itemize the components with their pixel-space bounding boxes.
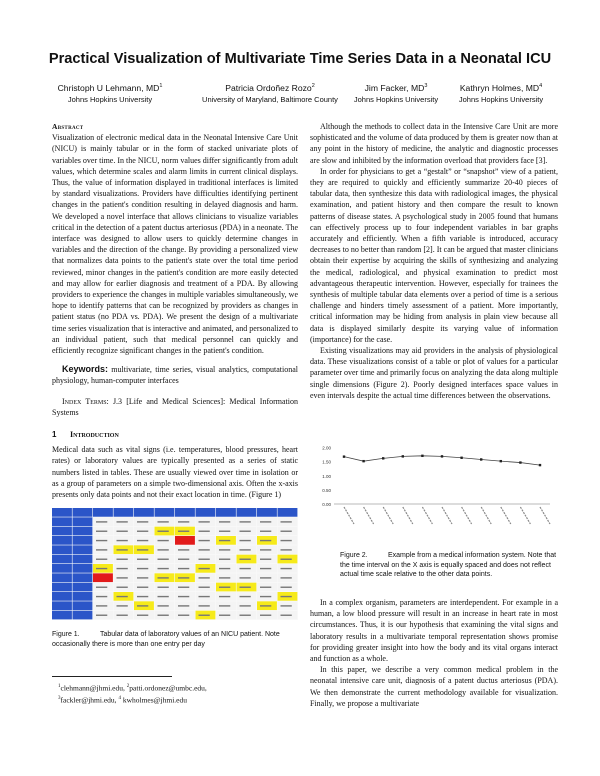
table-cell-text <box>96 549 107 550</box>
table-cell-text <box>117 531 128 532</box>
paper-title: Practical Visualization of Multivariate Time Series Data in a Neonatal ICU <box>48 51 552 67</box>
table-cell <box>114 508 134 517</box>
table-cell-text <box>117 615 128 616</box>
data-point <box>539 464 541 466</box>
table-cell-text <box>158 521 169 522</box>
table-cell <box>52 536 72 545</box>
table-cell-text <box>178 596 189 597</box>
y-tick-label: 0.50 <box>322 487 331 493</box>
table-cell <box>73 517 93 526</box>
abstract-heading: Abstract <box>52 122 84 131</box>
table-cell-text <box>158 596 169 597</box>
table-cell-text <box>199 577 210 578</box>
table-cell-text <box>281 521 292 522</box>
table-cell-text <box>178 587 189 588</box>
table-cell-text <box>260 577 271 578</box>
x-tick-label-mark <box>364 507 374 524</box>
table-cell <box>73 601 93 610</box>
x-tick-label-mark <box>442 507 452 524</box>
right-paragraph-3: Existing visualizations may aid providers in the analysis of physiological data. These visualizations consist of a table or plot of values for a particular parameter over time and primarily focus on analyzing the data along multiple single dimensions (Figure 2). Poorly designed interfaces space values in even intervals despite the actual time differences between the observations. <box>310 346 558 400</box>
table-cell-text <box>240 587 251 588</box>
table-cell-text <box>158 549 169 550</box>
table-cell <box>73 527 93 536</box>
keywords: Keywords: multivariate, time series, visual analytics, computational physiology, human-computer interfaces <box>52 364 298 386</box>
table-cell <box>73 545 93 554</box>
table-cell-text <box>199 521 210 522</box>
table-cell-text <box>117 577 128 578</box>
section-1-heading: 1 Introduction <box>52 430 119 440</box>
figure-2-caption: Figure 2. Example from a medical information system. Note that the time interval on the X axis is equally spaced and does not reflect actual time scale relative to the other data points. <box>340 552 557 579</box>
right-paragraph-4: In a complex organism, parameters are interdependent. For example in a human, a low blood pressure will result in an increase in heart rate in most circumstances. Thus, it is our hypothesis that examining the vital signs and laboratory results in a multivariate temporal representation shows promise for providing greater insight into how the body and its vital organs interact and function as a whole. <box>310 598 558 664</box>
table-cell-text <box>240 549 251 550</box>
table-cell-text <box>158 587 169 588</box>
table-cell-text <box>96 531 107 532</box>
y-tick-label: 0.00 <box>322 502 331 507</box>
y-tick-label: 1.00 <box>322 473 331 479</box>
table-cell <box>52 517 72 526</box>
table-cell-text <box>117 568 128 569</box>
table-cell-text <box>199 549 210 550</box>
table-cell <box>52 508 72 517</box>
data-point <box>421 455 423 457</box>
table-cell-text <box>137 549 148 550</box>
table-cell <box>52 583 72 592</box>
lab-table-graphic <box>52 508 298 620</box>
data-point <box>343 455 345 457</box>
table-cell <box>73 564 93 573</box>
table-cell <box>93 508 113 517</box>
author-1: Christoph U Lehmann, $MD^1$ Johns Hopkins University <box>57 82 163 104</box>
table-cell-text <box>137 615 148 616</box>
table-cell-text <box>219 549 230 550</box>
right-paragraph-2: In order for physicians to get a “gestalt” or “snapshot” view of a patient, they are required to quickly and efficiently summarize 20-40 pieces of tabular data, then synthesize this data with radiological images, the physical examination, and patient history and then compare the result to known patterns of disease states. A psychological study in 2005 found that humans can effectively process up to four independent variables in bar graphs accurately and efficiently. When a fifth variable is introduced, accuracy decreases to no better than random [2]. It can be argued that master clinicians obtain their expertise by acquiring the skills of synthesizing and analyzing the medical, radiological, and physical examination to predict most advantageous therapeutic intervention. However, especially for trainees the synthesis of multiple tabular data elements over a period of time is a serious challenge and hinders timely assessment of a patient. More importantly, critical information may be hiding from analysis in plain view because all data is displayed similarly despite its varying value of information (importance) for the case. <box>310 166 558 344</box>
right-paragraph-5: In this paper, we describe a very common medical problem in the neonatal intensive care unit, diagnosis of a patent ductus arteriosus (PDA). We then demonstrate the current methodology available for visualization. Finally, we propose a multivariate <box>310 665 558 708</box>
table-cell-text <box>137 531 148 532</box>
table-cell <box>278 508 298 517</box>
table-cell-text <box>158 531 169 532</box>
x-tick-label-mark <box>501 507 511 524</box>
table-cell <box>175 536 195 545</box>
table-cell-text <box>240 568 251 569</box>
table-cell <box>175 508 195 517</box>
table-cell-text <box>281 577 292 578</box>
table-cell-text <box>260 615 271 616</box>
table-cell-text <box>137 540 148 541</box>
table-cell-text <box>137 521 148 522</box>
data-point <box>441 455 443 457</box>
table-cell-text <box>178 549 189 550</box>
data-point <box>519 461 521 463</box>
table-cell-text <box>96 596 107 597</box>
table-cell-text <box>158 540 169 541</box>
table-cell-text <box>178 577 189 578</box>
table-cell-text <box>199 615 210 616</box>
data-point <box>382 457 384 459</box>
table-cell <box>73 573 93 582</box>
table-cell-text <box>199 559 210 560</box>
table-cell-text <box>260 568 271 569</box>
footnotes: $^1$clehmann@jhmi.edu, $^2$patti.ordonez@umbc.edu, $^3$fackler@jhmi.edu, $^4$ kwholmes@jhmi.edu <box>58 683 207 704</box>
table-cell-text <box>281 531 292 532</box>
table-cell-text <box>281 568 292 569</box>
x-tick-label-mark <box>462 507 472 524</box>
x-tick-label-mark <box>520 507 530 524</box>
index-terms: Index Terms: J.3 [Life and Medical Sciences]: Medical Information Systems <box>52 396 298 417</box>
table-cell <box>196 508 216 517</box>
table-cell-text <box>158 605 169 606</box>
table-cell-text <box>96 568 107 569</box>
table-cell-text <box>178 531 189 532</box>
table-cell-text <box>158 559 169 560</box>
abstract-text: Visualization of electronic medical data in the Neonatal Intensive Care Unit (NICU) is mainly tabular or in the form of stacked univariate plots of variables over time. In the NICU, norm values differ significantly from adult values, which determine scales and alarm limits in current clinical displays. Thus, the value of information displayed in traditional interfaces is limited by standard visualizations. Providers have difficulties identifying pertinent changes in the patient's condition resulting in delayed diagnosis and harm. We developed a novel interface that allows clinicians to visualize variables critical in the detection of a patent ductus arteriosus (PDA) in a neonate. The interface was designed to allow users to quickly determine changes in variables and the direction of the change. By providing a personalized view that normalizes data points to the patient's state over the total time period reviewed, minor changes in the patient's condition are more easily detected and may allow for earlier diagnosis and treatment of a PDA. By allowing providers to experience the changes in multiple variables simultaneously, we hope to identify patterns that can be recognized by providers as changes in patient status (no PDA vs. PDA). We present the design of a multivariate time series visualization that is interactive and animated, and personalized to an individual patient, such that medical personnel can quickly and efficiently recognize significant changes in the patient's condition. <box>52 133 298 356</box>
table-cell-text <box>219 521 230 522</box>
table-cell-text <box>240 577 251 578</box>
table-cell-text <box>219 568 230 569</box>
table-cell-text <box>219 605 230 606</box>
figure-1-caption: Figure 1. Tabular data of laboratory values of an NICU patient. Note occasionally there is more than one entry per day <box>52 631 280 648</box>
table-cell-text <box>240 596 251 597</box>
table-cell <box>52 564 72 573</box>
table-cell-text <box>199 596 210 597</box>
table-cell <box>52 601 72 610</box>
chart-svg <box>310 434 558 544</box>
data-point <box>500 460 502 462</box>
table-cell-text <box>260 587 271 588</box>
table-cell <box>216 508 236 517</box>
table-cell-text <box>117 521 128 522</box>
table-cell-text <box>117 540 128 541</box>
right-column-bottom <box>310 597 558 709</box>
table-cell-text <box>158 577 169 578</box>
table-cell <box>73 508 93 517</box>
table-cell-text <box>199 568 210 569</box>
table-cell <box>134 508 154 517</box>
table-cell-text <box>260 540 271 541</box>
table-cell <box>73 592 93 601</box>
table-cell-text <box>137 568 148 569</box>
table-cell-text <box>219 587 230 588</box>
table-cell <box>73 583 93 592</box>
table-cell-text <box>281 615 292 616</box>
data-point <box>480 458 482 460</box>
intro-text: Medical data such as vital signs (i.e. temperatures, blood pressures, heart rates) or laboratory values are typically presented as a series of static numbers listed in tables. These are usually viewed over time in isolation or as a group of parameters on a simple two-dimensional axis. Often the x-axis presents only data points and not their exact location in time. (Figure 1) <box>52 445 298 500</box>
table-cell-text <box>260 531 271 532</box>
author-2: Patricia Ordoñez Rozo$^2$ University of Maryland, Baltimore County <box>202 82 338 104</box>
table-cell <box>155 508 175 517</box>
right-column-top <box>310 121 558 401</box>
x-tick-label-mark <box>383 507 393 524</box>
table-cell-text <box>117 549 128 550</box>
table-cell-text <box>178 521 189 522</box>
table-cell-text <box>240 559 251 560</box>
table-cell <box>73 611 93 620</box>
table-cell-text <box>219 540 230 541</box>
table-cell-text <box>137 596 148 597</box>
data-point <box>460 457 462 459</box>
table-cell <box>52 592 72 601</box>
table-cell-text <box>240 615 251 616</box>
data-point <box>362 460 364 462</box>
table-cell-text <box>178 568 189 569</box>
table-cell-text <box>137 587 148 588</box>
table-cell-text <box>281 587 292 588</box>
table-cell <box>237 508 257 517</box>
y-tick-label: 2.00 <box>322 445 331 451</box>
table-cell-text <box>240 540 251 541</box>
table-cell-text <box>117 587 128 588</box>
figure-2-chart <box>310 434 558 549</box>
table-cell-text <box>158 568 169 569</box>
table-cell-text <box>117 605 128 606</box>
table-cell-text <box>96 559 107 560</box>
table-cell-text <box>199 605 210 606</box>
table-cell-text <box>96 587 107 588</box>
table-cell-text <box>260 559 271 560</box>
table-cell-text <box>199 587 210 588</box>
table-cell-text <box>281 596 292 597</box>
table-cell-text <box>178 559 189 560</box>
table-cell-text <box>178 615 189 616</box>
table-cell <box>73 536 93 545</box>
table-cell-text <box>137 559 148 560</box>
table-cell-text <box>260 521 271 522</box>
x-tick-label-mark <box>403 507 413 524</box>
table-cell-text <box>260 549 271 550</box>
right-paragraph-1: Although the methods to collect data in the Intensive Care Unit are more sophisticated and the volume of data produced by them is greater now than at any point in the history of medicine, the analytic and diagnostic processes are slow and inhibited by the information overload that providers face [3]. <box>310 122 558 165</box>
table-cell-text <box>219 596 230 597</box>
table-cell-text <box>260 605 271 606</box>
table-cell-text <box>219 577 230 578</box>
footnote-rule <box>52 676 172 677</box>
left-column <box>52 121 298 500</box>
author-3: Jim Facker, $MD^3$ Johns Hopkins University <box>353 82 439 104</box>
table-cell-text <box>281 559 292 560</box>
table-cell-text <box>199 531 210 532</box>
table-cell <box>52 527 72 536</box>
y-tick-label: 1.50 <box>322 459 331 465</box>
table-cell-text <box>178 605 189 606</box>
table-cell-text <box>281 605 292 606</box>
x-tick-label-mark <box>422 507 432 524</box>
table-cell <box>52 611 72 620</box>
table-cell <box>93 573 113 582</box>
table-cell <box>73 555 93 564</box>
figure-1-table <box>52 508 298 620</box>
table-cell-text <box>96 615 107 616</box>
x-tick-label-mark <box>344 507 354 524</box>
table-cell-text <box>281 549 292 550</box>
table-cell <box>52 555 72 564</box>
table-cell-text <box>96 521 107 522</box>
table-cell-text <box>240 521 251 522</box>
x-tick-label-mark <box>540 507 550 524</box>
data-point <box>402 455 404 457</box>
author-4: Kathryn Holmes, $MD^4$ Johns Hopkins University <box>458 82 544 104</box>
table-cell-text <box>199 540 210 541</box>
table-cell <box>257 508 277 517</box>
x-tick-label-mark <box>481 507 491 524</box>
table-cell-text <box>219 531 230 532</box>
table-cell <box>52 545 72 554</box>
table-cell-text <box>158 615 169 616</box>
table-cell-text <box>96 540 107 541</box>
table-cell-text <box>117 559 128 560</box>
table-cell <box>52 573 72 582</box>
table-cell-text <box>96 605 107 606</box>
table-cell-text <box>219 559 230 560</box>
table-cell-text <box>137 605 148 606</box>
table-cell-text <box>117 596 128 597</box>
table-cell-text <box>240 531 251 532</box>
table-cell-text <box>137 577 148 578</box>
table-cell-text <box>240 605 251 606</box>
table-cell-text <box>260 596 271 597</box>
table-cell-text <box>219 615 230 616</box>
table-cell-text <box>281 540 292 541</box>
